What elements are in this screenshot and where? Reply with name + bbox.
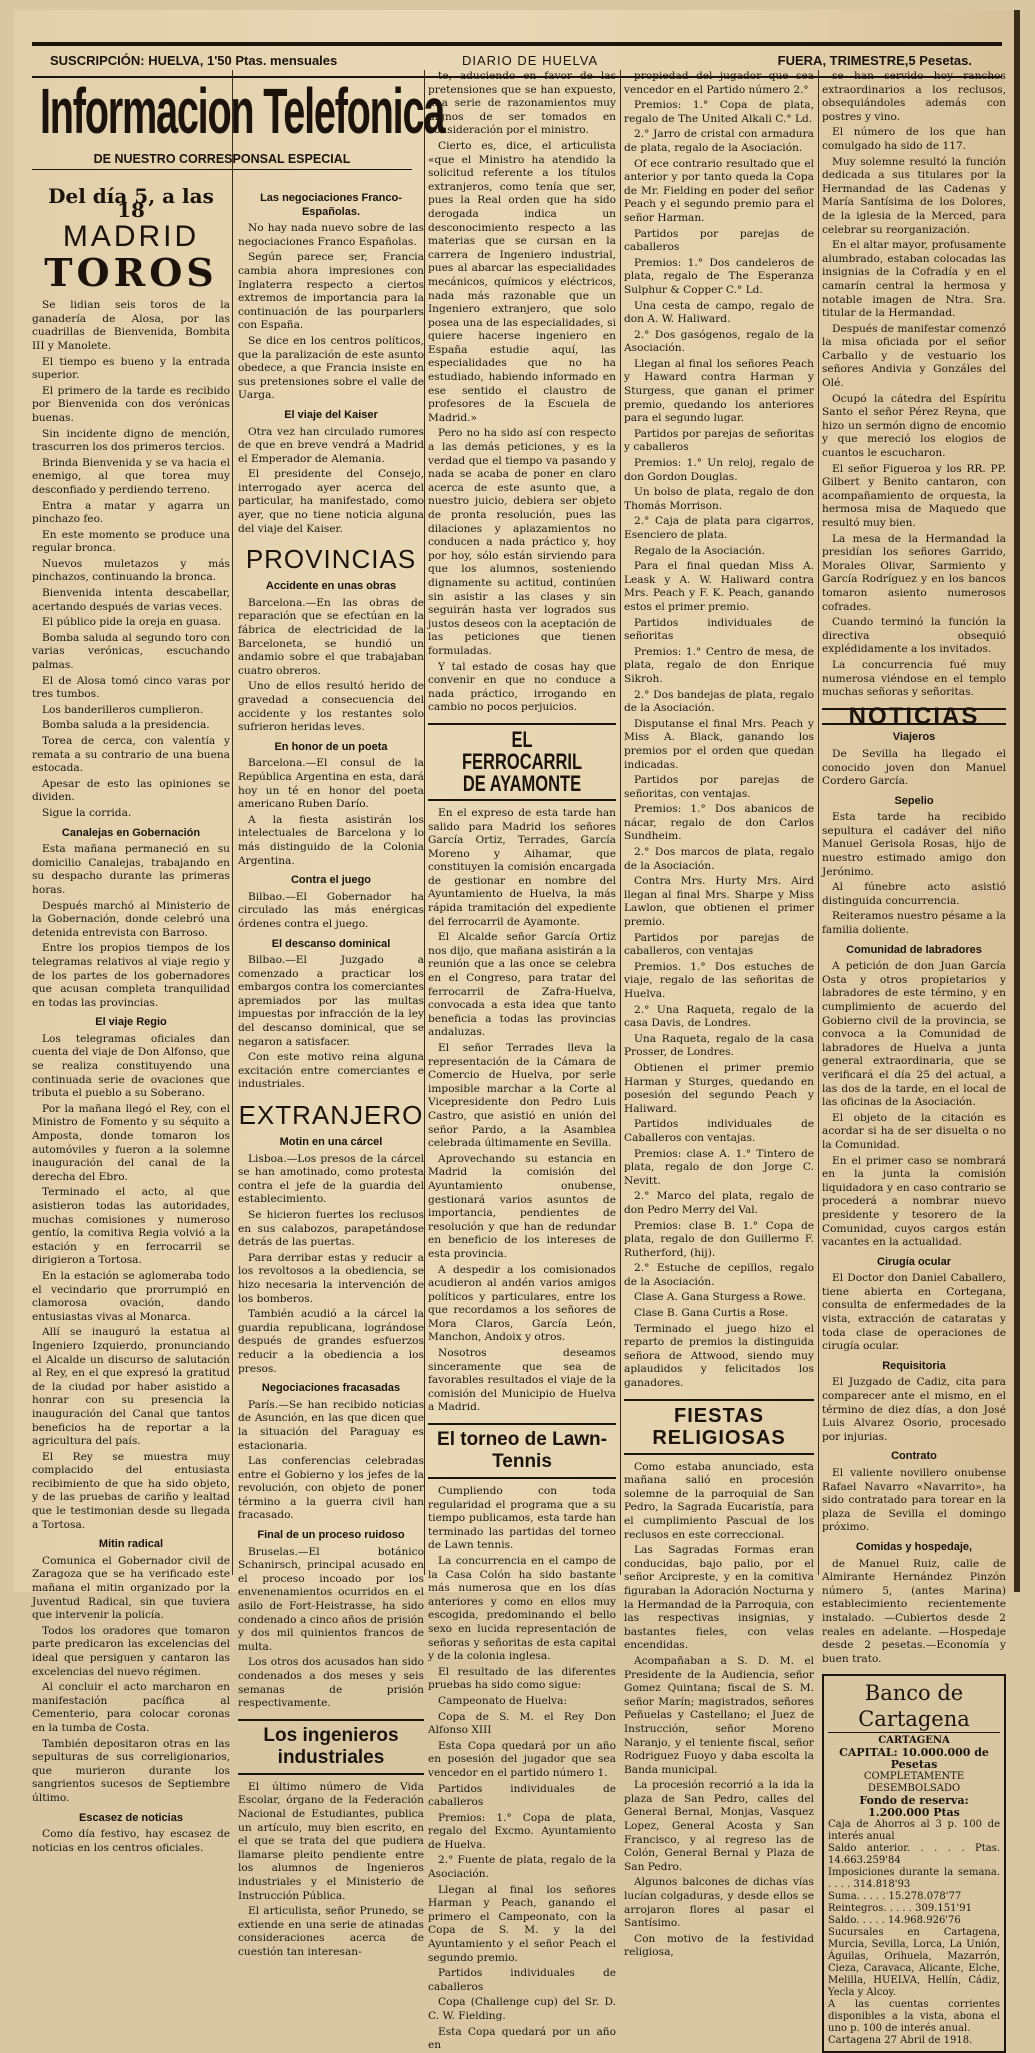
article-paragraph: Uno de ellos resultó herido de gravedad a consecuencia del accidente y los restantes solo sufrieron heridas leves. [238,680,424,734]
article-paragraph: Cierto es, dice, el articulista «que el Ministro ha atendido la solicitud referente a los títulos extranjeros, como tenía que ser, pues la Real orden que ha sido derogada indica un desconocimiento respecto a las materias que se cursan en la carrera de Ingeniero industrial, pues al abarcar las especialidades mecánicos, químicos y eléctricos, nada más razonable que un Ingeniero extranjero, que solo posea una de las especialidades, si quiere hacerse ingeniero en España estudie aquí, las especialidades que no ha estudiado, habiendo informado en ese sentido el claustro de profesores de la Escuela de Madrid.» [428,139,616,424]
article-paragraph: Cumpliendo con toda regularidad el programa que a su tiempo publicamos, esta tarde han terminado las partidas del torneo de Lawn tennis. [428,1485,616,1552]
article-paragraph: Para derribar estas y reducir a los revoltosos a la obediencia, se hizo necesaria la intervención de los bomberos. [238,1251,424,1305]
article-paragraph: Al concluir el acto marcharon en manifestación pacífica al Cementerio, para colocar coronas en la tumba de Costa. [32,1681,230,1734]
article-paragraph: Acompañaban a S. D. M. el Presidente de la Audiencia, señor Gomez Quintana; fiscal de S. M. señor Marín; magistrados, señores Peñuelas y Castellano; el Juez de Instrucción, señor Moreno Naranjo, y el teniente fiscal, señor Rodriguez Fuoyo y daba escolta la Banda municipal. [624,1654,814,1776]
article-paragraph: La mesa de la Hermandad la presidían los señores Garrido, Morales Olivar, Sarmiento y García Rodríguez y en los bancos tomaron asiento numerosos cofrades. [822,532,1006,613]
toros-heading: TOROS [44,250,218,296]
article-paragraph: de Manuel Ruiz, calle de Almirante Hernández Pinzón número 5, (antes Marina) establecimiento recientemente instalado. —Cubiertos desde 2 reales en adelante. —Hospedaje desde 2 pesetas.—Economía y buen trato. [822,1557,1006,1665]
article-paragraph: Disputanse el final Mrs. Peach y Miss A. Black, ganando los premios por el orden que quedan indicadas. [624,717,814,771]
section-heading: Contra el juego [290,874,372,887]
article-paragraph: El presidente del Consejo, interrogado ayer acerca del particular, ha manifestado, como ayer, que no tiene noticia alguna del viaje del Kaiser. [238,468,424,535]
article-paragraph: Copa (Challenge cup) del Sr. D. C. W. Fielding. [428,1996,616,2022]
article-paragraph: Copa de S. M. el Rey Don Alfonso XIII [428,1710,616,1737]
article-paragraph: Las conferencias celebradas entre el Gobierno y los jefes de la revolución, con objeto de poner término a la guerra civil han fracasado. [238,1455,424,1522]
article-paragraph: Después de manifestar comenzó la misa oficiada por el señor Carballo y de vestuario los señores Andivia y Gonzáles del Olé. [822,322,1006,390]
section-heading: El viaje del Kaiser [284,408,378,421]
article-paragraph: El valiente novillero onubense Rafael Navarro «Navarrito», ha sido contratado para torear en la plaza de Sevilla el domingo próximo. [822,1467,1006,1534]
article-paragraph: Lisboa.—Los presos de la cárcel se han amotinado, como protesta contra el jefe de la guardia del establecimiento. [238,1152,424,1206]
fiestas-banner: FIESTAS RELIGIOSAS [624,1399,814,1455]
article-paragraph: Esta tarde ha recibido sepultura el cadáver del niño Manuel Gerisola Rosas, hijo de nuestro estimado amigo don Jerónimo. [822,811,1006,878]
column-1 [32,184,230,1854]
article-paragraph: 2.° Dos gasógenos, regalo de la Asociación. [624,328,814,355]
bank-reintegros: Reintegros. . . . . 309.151'91 [828,1903,972,1915]
article-paragraph: De Sevilla ha llegado el conocido joven don Manuel Cordero García. [822,747,1006,788]
article-paragraph: te, aduciendo en favor de las pretensiones que se han expuesto, una serie de razonamientos muy dignos de ser tomados en consideración por el ministro. [428,70,616,137]
article-paragraph: Se lidian seis toros de la ganadería de Alosa, por las cuadrillas de Bienvenida, Bombita III y Manolete. [32,299,230,352]
article-paragraph: Brinda Bienvenida y se va hacia el enemigo, al que torea muy desconfiado y perdiendo terreno. [32,456,230,496]
article-paragraph: Una cesta de campo, regalo de don A. W. Haliward. [624,299,814,326]
header-block [32,75,445,176]
article-paragraph: Sin incidente digno de mención, trascurren los dos primeros tercios. [32,427,230,454]
ferrocarril-title: EL FERROCARRIL DE AYAMONTE [461,726,583,796]
provincias-heading: PROVINCIAS [245,544,417,575]
bank-city: CARTAGENA [878,1735,950,1747]
article-paragraph: Torea de cerca, con valentía y remata a su contrario de una buena estocada. [32,735,230,775]
article-paragraph: Y tal estado de cosas hay que convenir en que no conduce a nada práctico, irrogando en cambio no pocos perjuicios. [428,660,616,714]
article-paragraph: Aprovechando su estancia en Madrid la comisión del Ayuntamiento onubense, gestionará varios asuntos de importancia, pendientes de resolución y que han de redundar en beneficio de los intereses de esta provincia. [428,1152,616,1260]
labradores-article [822,960,1006,1249]
article-paragraph: Muy solemne resultó la función dedicada a sus titulares por la Hermandad de las Cadenas y María Santísima de los Dolores, de la iglesia de la Merced, para celebrar su reorganización. [822,155,1006,236]
article-paragraph: En la estación se aglomeraba todo el vecindario que prorrumpió en clamorosa ovación, dando entusiastas vivas al Monarca. [32,1269,230,1323]
bank-title: Banco de Cartagena [828,1680,1000,1733]
motin-article [238,1153,424,1377]
article-paragraph: Premios: 1.° Un reloj, regalo de don Gordon Douglas. [624,457,814,483]
article-paragraph: En el altar mayor, profusamente alumbrado, estaban colocadas las insignias de la Cofradía y en el camarín central la hermosa y notable imagen de Ntra. Sra. titular de la Hermandad. [822,239,1006,320]
article-paragraph: Bomba saluda a la presidencia. [42,719,210,732]
article-paragraph: La procesión recorrió a la ida la plaza de San Pedro, calles del General Bernal, Monjas, Vasquez Lopez, General Acosta y San Francisco, y al regreso las de Colón, General Bernal y Plaza de San Pedro. [624,1779,814,1873]
article-paragraph: Premios: clase A. 1.° Tintero de plata, regalo de don Jorge C. Nevitt. [624,1147,814,1187]
article-paragraph: 2.° Fuente de plata, regalo de la Asociación. [428,1854,616,1881]
column-3 [428,70,616,2052]
article-paragraph: El tiempo es bueno y la entrada superior. [32,355,230,382]
section-heading: Mitin radical [98,1538,164,1551]
article-paragraph: El Doctor don Daniel Caballero, tiene abierta en Cortegana, consulta de enfermedades de la vista, extracción de cataratas y toda clase de operaciones de cirugía ocular. [822,1272,1006,1353]
article-paragraph: Después marchó al Ministerio de la Gobernación, donde celebró una detenida entrevista con Barroso. [32,899,230,939]
article-paragraph: Premios: clase B. 1.° Copa de plata, regalo de don Guillermo F. Rutherford, (hij). [624,1219,814,1259]
section-heading: Comunidad de labradores [846,943,982,956]
article-paragraph: Esta Copa quedará por un año en [428,2025,616,2052]
bank-cuentas: A las cuentas corrientes disponibles a la vista, abona el uno p. 100 de interés anual. [828,1999,1000,2035]
section-heading: Final de un proceso ruidoso [257,1529,405,1542]
article-paragraph: También depositaron otras en las sepulturas de sus correligionarios, que murieron durante los sangrientos sucesos de Septiembre último. [32,1737,230,1804]
article-paragraph: El Rey se muestra muy complacido del entusiasta recibimiento de que ha sido objeto, y de las pruebas de cariño y lealtad que le testimonian desde su llegada a Tortosa. [32,1450,230,1531]
article-paragraph: se han servido hoy ranchos extraordinarios a los reclusos, obsequiándoles además con postres y vino. [822,70,1006,123]
article-paragraph: Clase A. Gana Sturgess a Rowe. [634,1291,806,1304]
section-heading: Requisitoria [882,1359,946,1372]
article-paragraph: 2.° Marco del plata, regalo de don Pedro Merry del Val. [624,1190,814,1216]
column-4 [624,70,814,1959]
tennis-article [428,1485,616,2053]
noticias-heading: NOTICIAS [822,708,1006,726]
ferrocarril-article [428,807,616,1415]
descanso-article [238,954,424,1092]
honor-article [238,757,424,868]
section-heading: Contrato [891,1450,937,1463]
article-paragraph: Una Raqueta, regalo de la casa Prosser, de Londres. [624,1032,814,1059]
article-paragraph: Bilbao.—El Gobernador ha circulado las más enérgicas órdenes contra el juego. [238,890,424,930]
article-paragraph: Premios: 1.° Dos abanicos de nácar, regalo de don Carlos Sundheim. [624,803,814,843]
article-paragraph: La concurrencia fué muy numerosa viéndose en el templo muchas señoras y señoritas. [822,658,1006,699]
article-paragraph: Ocupó la cátedra del Espíritu Santo el señor Pérez Reyna, que hizo un sermón digno de encomio y que mereció los elogios de cuantos le escucharon. [822,392,1006,460]
article-paragraph: Bilbao.—El Juzgado a comenzado a practicar los embargos contra los comerciantes apremiados por las multas impuestas por infracción de la ley del descanso dominical, que se negaron a satisfacer. [238,954,424,1048]
kaiser-article [238,426,424,537]
article-paragraph: También acudió a la cárcel la guardia republicana, lográndose después de grandes esfuerzos reducir a la obediencia a los presos. [238,1308,424,1375]
article-paragraph: Esta Copa quedará por un año en posesión del jugador que sea vencedor en el partido número 1. [428,1739,616,1779]
article-paragraph: París.—Se han recibido noticias de Asunción, en las que dicen que la situación del Paraguay es estacionaria. [238,1398,424,1452]
section-heading: En honor de un poeta [274,740,388,753]
column-rule [424,70,425,1575]
masthead-outside-price: FUERA, TRIMESTRE,5 Pesetas. [777,53,972,68]
article-paragraph: Barcelona.—El consul de la República Argentina en esta, dará hoy un té en honor del poeta americano Ruben Darío. [238,757,424,811]
article-paragraph: A despedir a los comisionados acudieron al andén varios amigos políticos y particulares, entre los que recordamos a los señores de Mora Claros, García León, Manchon, Andoix y otros. [428,1263,616,1344]
article-paragraph: Nuevos muletazos y más pinchazos, continuando la bronca. [32,557,230,584]
article-paragraph: El Juzgado de Cadiz, cita para comparecer ante el mismo, en el término de diez días, a don José Luis Alvarez Osorio, procesado por injurias. [822,1376,1006,1443]
article-paragraph: 2.° Caja de plata para cigarros, Esenciero de plata. [624,515,814,541]
article-paragraph: El de Alosa tomó cinco varas por tres tumbos. [32,674,230,701]
article-paragraph: Premios: 1.° Copa de plata, regalo de The United Alkali C.° Ld. [624,99,814,125]
article-paragraph: El articulista, señor Prunedo, se extiende en una serie de atinadas consideraciones acerca de cuestión tan interesan- [238,1905,424,1958]
article-paragraph: El resultado de las diferentes pruebas ha sido como sigue: [428,1665,616,1692]
article-paragraph: Llegan al final los señores Harman y Peach, ganando el primero el Campeonato, con la Copa de S. M. y la del Ayuntamiento y el señor Peach el segundo premio. [428,1883,616,1964]
article-paragraph: Partidos individuales de caballeros [428,1782,616,1809]
article-paragraph: Sigue la corrida. [42,806,132,819]
article-paragraph: Bruselas.—El botánico Schanirsch, principal acusado en el proceso incoado por los envenenamientos ocurridos en el asilo de Fort-Heistrasse, ha sido condenado a cinco años de prisión y dos mil quinientos francos de multa. [238,1545,424,1653]
article-paragraph: Otra vez han circulado rumores de que en breve vendrá a Madrid el Emperador de Alemania. [238,425,424,465]
article-paragraph: propiedad del jugador que sea vencedor en el Partido número 2.° [624,70,814,96]
article-paragraph: Terminado el acto, al que asistieron todas las autoridades, muchas comisiones y numeroso gentío, la comitiva Regia volvió a la estación y en ferrocarril se dirigieron a Tortosa. [32,1186,230,1267]
article-paragraph: A la fiesta asistirán los intelectuales de Barcelona y lo más distinguido de la Colonia Argentina. [238,813,424,867]
article-paragraph: Pero no ha sido así con respecto a las demás peticiones, y es la verdad que el tiempo va pasando y nada se acaba de poner en claro acerca de este asunto que, a nuestro juicio, debiera ser objeto de pronta resolución, pues las dilaciones y aplazamientos no conducen a nada práctico y, hoy por hoy, sólo están sirviendo para que los alumnos, sosteniendo dignamente su actitud, continúen sin asistir a las clases y sin seguirán hasta ver logrados sus justos deseos con la aceptación de las peticiones que tienen formuladas. [428,427,616,657]
viaje-article [32,1033,230,1532]
article-paragraph: Entre los propios tiempos de los telegramas relativos al viaje regio y de los partes de los gobernadores que acusan completa tranquilidad en todas las provincias. [32,942,230,1009]
article-paragraph: Comunica el Gobernador civil de Zaragoza que se ha verificado este mañana el mitin organizado por la Juventud Radical, sin que tuviera que intervenir la policía. [32,1554,230,1622]
article-paragraph: Por la mañana llegó el Rey, con el Ministro de Fomento y su séquito a Amposta, donde tomaron los automóviles y fueron a la solemne inauguración del canal de la derecha del Ebro. [32,1102,230,1183]
article-paragraph: Reiteramos nuestro pésame a la familia doliente. [822,910,1006,937]
article-paragraph: El número de los que han comulgado ha sido de 117. [822,126,1006,152]
bank-saldo-anterior: Saldo anterior. . . . . Ptas. 14.663.259'84 [828,1843,1000,1867]
article-paragraph: Partidos por parejas de caballeros [624,227,814,254]
bank-saldo: Saldo. . . . . 14.968.926'76 [828,1915,961,1927]
article-paragraph: El señor Figueroa y los RR. PP. Gilbert y Benito cantaron, con acompañamiento de orquesta, la hermosa misa de Maquedo que resultó muy bien. [822,462,1006,529]
masthead-subscription: SUSCRIPCIÓN: HUELVA, 1'50 Ptas. mensuales [50,53,338,68]
proceso-article [238,1546,424,1711]
canalejas-article [32,843,230,1010]
article-paragraph: Regalo de la Asociación. [634,544,765,557]
juego-article [238,891,424,932]
tennis-banner: El torneo de Lawn-Tennis [428,1423,616,1479]
column-rule [620,70,621,1575]
article-paragraph: Con este motivo reina alguna excitación entre comerciantes e industriales. [238,1051,424,1091]
article-paragraph: Llegan al final los señores Peach y Haward contra Harman y Sturgess, que ganan el primer premio, quedando los anteriores para el segundo lugar. [624,357,814,425]
viajeros-article [822,748,1006,789]
ingenieros-article [238,1781,424,1960]
page-title: Informacion Telefonica [40,75,445,147]
article-paragraph: Partidos individuales de señoritas [624,616,814,643]
column-2 [238,186,424,1958]
article-paragraph: Barcelona.—En las obras de reparación que se efectúan en la fábrica de electricidad de la Barceloneta, se hundió un andamio sobre el que trabajaban cuatro obreros. [238,596,424,677]
article-paragraph: Nosotros deseamos sinceramente que sea de favorables resultados el viaje de la comisión del Municipio de Huelva a Madrid. [428,1347,616,1414]
accidente-article [238,597,424,735]
column-rule [232,70,233,1575]
masthead-paper-name: DIARIO DE HUELVA [462,53,599,68]
article-paragraph: Algunos balcones de dichas vías lucían colgaduras, y desde ellos se arrojaron flores al pasar el Santísimo. [624,1876,814,1930]
ferrocarril-banner [428,723,616,801]
article-paragraph: Partidos por parejas de señoritas, con ventajas. [624,774,814,800]
bank-fecha: Cartagena 27 Abril de 1918. [828,2035,973,2047]
city-heading: MADRID [62,220,200,254]
contrato-article [822,1467,1006,1535]
section-heading: El descanso dominical [271,937,391,950]
article-paragraph: 2.° Estuche de cepillos, regalo de la Asociación. [624,1262,814,1288]
article-paragraph: Premios: 1.° Centro de mesa, de plata, regalo de don Enrique Sikroh. [624,645,814,685]
article-paragraph: El primero de la tarde es recibido por Bienvenida con dos verónicas buenas. [32,384,230,424]
article-paragraph: En el primer caso se nombrará en la junta la comisión liquidadora y en caso contrario se procederá a nombrar nuevo presidente y tesorero de la Comunidad, cuyos cargos están vacantes en la actualidad. [822,1154,1006,1249]
column-5 [822,70,1006,2047]
article-paragraph: Un bolso de plata, regalo de don Thomás Morrison. [624,486,814,512]
page-subtitle: DE NUESTRO CORRESPONSAL ESPECIAL [32,152,412,170]
article-paragraph: Se dice en los centros políticos, que la paralización de este asunto obedece, a que Francia insiste en sus pretensiones sobre el valle de Uarga. [238,334,424,402]
tennis-continued [624,70,814,1391]
article-paragraph: Los banderilleros cumplieron. [42,703,204,716]
article-paragraph: 2.° Dos marcos de plata, regalo de la Asociación. [624,846,814,872]
bank-desembolsado: COMPLETAMENTE DESEMBOLSADO [863,1771,965,1795]
dateline: Del día 5, a las 18 [48,184,214,222]
article-paragraph: El público pide la oreja en guasa. [42,616,222,629]
column-rule [818,70,819,1575]
article-paragraph: El señor Terrades lleva la representación de la Cámara de Comercio de Huelva, por serle imposible marchar a la Corte al Vicepresidente don Pedro Luis Castro, que asistió en unión del señor Pardo, a la Asamblea celebrada últimamente en Sevilla. [428,1042,616,1150]
ingenieros-banner: Los ingenieros industriales [238,1719,424,1775]
bank-sucursales: Sucursales en Cartagena, Murcia, Sevilla, Lorca, La Unión, Águilas, Orihuela, Mazarrón, Cieza, Caravaca, Alicante, Elche, Melilla, HUELVA, Hellín, Cádiz, Yecla y Alcoy. [828,1927,1000,1999]
article-paragraph: Partidos por parejas de señoritas y caballeros [624,427,814,454]
fiestas-continued [822,70,1006,700]
article-paragraph: Allí se inauguró la estatua al Ingeniero Izquierdo, pronunciando el Alcalde un discurso de salutación al Rey, en el que expresó la gratitud de la ciudad por haber asistido a honrar con su presencia la inauguración del Canal que tantos beneficios ha de reportar a la agricultura del país. [32,1326,230,1448]
article-paragraph: Según parece ser, Francia cambia ahora impresiones con Inglaterra respecto a ciertos extremos de importancia para la continuación de las pourparlers con España. [238,251,424,332]
mitin-article [32,1555,230,1806]
article-paragraph: Premios. 1.° Dos estuches de viaje, regalo de las señoritas de Huelva. [624,960,814,1000]
article-paragraph: El Alcalde señor García Ortiz nos dijo, que mañana asistirán a la reunión que a las once se celebra en el Congreso, para tratar del ferrocarril de Zafra-Huelva, convocada a esta idea que tanto beneficia a todas las provincias andaluzas. [428,931,616,1039]
toros-article [32,299,230,820]
article-paragraph: Partidos por parejas de caballeros, con ventajas [624,931,814,958]
article-paragraph: Entra a matar y agarra un pinchazo feo. [32,499,230,526]
section-heading: Comidas y hospedaje, [855,1540,973,1553]
article-paragraph: Apesar de esto las opiniones se dividen. [32,777,230,804]
bank-capital: CAPITAL: 10.000.000 de Pesetas [839,1746,989,1772]
bank-reserva: Fondo de reserva: 1.200.000 Ptas [859,1794,969,1820]
comidas-article [822,1558,1006,1667]
extranjero-heading: EXTRANJERO [238,1100,424,1131]
article-paragraph: Terminado el juego hizo el reparto de premios la distinguida señora de Attwood, siendo muy aplaudidos y felicitados los ganadores. [624,1322,814,1390]
escasez-article [32,1828,230,1855]
sepelio-article [822,811,1006,937]
article-paragraph: Para el final quedan Miss A. Leask y A. W. Haliward contra Mrs. Peach y F. K. Peach, ganando estos el primer premio. [624,560,814,613]
article-paragraph: Se hicieron fuertes los reclusos en sus calabozos, parapetándose detrás de las puertas. [238,1209,424,1249]
article-paragraph: Los telegramas oficiales dan cuenta del viaje de Don Alfonso, que se realiza constituyendo una continuada serie de ovaciones que tributa el pueblo a su Soberano. [32,1032,230,1100]
bank-advertisement [822,1674,1006,2053]
article-paragraph: Esta mañana permaneció en su domicilio Canalejas, trabajando en su despacho durante las primeras horas. [32,843,230,896]
section-heading: Canalejas en Gobernación [61,826,201,839]
section-heading: Motin en una cárcel [279,1136,383,1149]
article-paragraph: No hay nada nuevo sobre de las negociaciones Franco Españolas. [238,222,424,248]
article-paragraph: Al fúnebre acto asistió distinguida concurrencia. [822,881,1006,907]
article-paragraph: Bienvenida intenta descabellar, acertando después de varias veces. [32,587,230,613]
article-paragraph: Premios: 1.° Copa de plata, regalo del Excmo. Ayuntamiento de Huelva. [428,1811,616,1851]
article-paragraph: El último número de Vida Escolar, órgano de la Federación Nacional de Estudiantes, publica un artículo, muy bien escrito, en el que se trata del que pudiera llamarse pleito pendiente entre los alumnos de Ingenieros industriales y el Ministerio de Instrucción Pública. [238,1780,424,1902]
article-paragraph: Campeonato de Huelva: [438,1694,568,1707]
negociaciones-fracasadas-article [238,1399,424,1523]
bank-caja: Caja de Ahorros al 3 p. 100 de interés anual [828,1819,1000,1843]
article-paragraph: Partidos individuales de Caballeros con ventajas. [624,1118,814,1144]
negociaciones-article [238,222,424,403]
article-paragraph: Bomba saluda al segundo toro con varias verónicas, escuchando palmas. [32,631,230,672]
section-heading: Negociaciones fracasadas [261,1382,401,1395]
bank-suma: Suma. . . . . 15.278.078'77 [828,1891,962,1903]
article-paragraph: 2.° Jarro de cristal con armadura de plata, regalo de la Asociación. [624,128,814,154]
article-paragraph: La concurrencia en el campo de la Casa Colón ha sido bastante más numerosa que en los días anteriores y como en ellos muy escogida, predominando el bello sexo en lucida representación de señoras y señoritas de esta capital y de la colonia inglesa. [428,1555,616,1663]
fiestas-article [624,1461,814,1960]
article-paragraph: Las Sagradas Formas eran conducidas, bajo palio, por el señor Arcipreste, y en la comitiva figuraban la Adoración Nocturna y la Hermandad de la Parroquia, con las respectivas insignias, y bastantes fieles, con velas encendidas. [624,1544,814,1652]
article-paragraph: Clase B. Gana Curtis a Rose. [634,1307,789,1320]
section-heading: Accidente en unas obras [265,580,397,593]
article-paragraph: Premios: 1.° Dos candeleros de plata, regalo de The Esperanza Sulphur & Copper C.° Ld. [624,256,814,296]
section-heading: Cirugía ocular [877,1255,951,1268]
section-heading: El viaje Regio [95,1016,167,1029]
cirugia-article [822,1272,1006,1354]
article-paragraph: A petición de don Juan García Osta y otros propietarios y labradores de este término, y en cumplimiento de acuerdo del Gobierno civil de la provincia, se convoca a la Comunidad de labradores de Huelva a junta general extraordinaria, que se verificará el día 25 del actual, a las dos de la tarde, en el local de las oficinas de la Asociación. [822,960,1006,1109]
section-heading: Sepelio [894,794,934,807]
section-heading: Las negociaciones Franco-Españolas. [260,192,402,218]
article-paragraph: En este momento se produce una regular bronca. [32,528,230,555]
article-paragraph: Como día festivo, hay escasez de noticias en los centros oficiales. [32,1828,230,1854]
article-paragraph: 2.° Dos bandejas de plata, regalo de la Asociación. [624,688,814,715]
article-paragraph: Los otros dos acusados han sido condenados a dos meses y seis semanas de prisión respectivamente. [238,1656,424,1710]
article-paragraph: Como estaba anunciado, esta mañana salió en procesión solemne de la parroquial de San Pedro, la Sagrada Eucaristía, para el cumplimiento Pascual de los reclusos en este correccional. [624,1460,814,1541]
bank-imposiciones: Imposiciones durante la semana. . . . . 314.818'93 [828,1867,1000,1891]
article-paragraph: Cuando terminó la función la directiva obsequió explédidamente a los invitados. [822,616,1006,656]
section-heading: Escasez de noticias [79,1811,183,1824]
article-paragraph: Contra Mrs. Hurty Mrs. Aird llegan al final Mrs. Sharpe y Miss Lawlon, que obtienen el primer premio. [624,875,814,929]
section-heading: Viajeros [892,731,936,744]
article-paragraph: Partidos individuales de caballeros [428,1967,616,1993]
article-paragraph: Todos los oradores que tomaron parte predicaron las excelencias del ideal que persiguen y cantaron las excelencias del nuevo régimen. [32,1624,230,1678]
article-paragraph: Of ece contrario resultado que el anterior y por tanto queda la Copa de Mr. Fielding en poder del señor Peach y el segundo premio para el señor Harman. [624,157,814,224]
article-paragraph: El objeto de la citación es acordar si ha de ser disuelta o no la Comunidad. [822,1111,1006,1151]
article-paragraph: Obtienen el primer premio Harman y Sturges, quedando en posesión del segundo Peach y Haliward. [624,1061,814,1115]
article-paragraph: En el expreso de esta tarde han salido para Madrid los señores García Ortiz, Terrades, García Moreno y Aihamar, que constituyen la comisión encargada de gestionar en nombre del Ayuntamiento de Huelva, la más rápida tramitación del expediente del ferrocarril de Ayamonte. [428,806,616,928]
article-paragraph: Con motivo de la festividad religiosa, [624,1932,814,1959]
ingenieros-continued [428,70,616,715]
requisitoria-article [822,1376,1006,1444]
article-paragraph: 2.° Una Raqueta, regalo de la casa Davis, de Londres. [624,1003,814,1030]
